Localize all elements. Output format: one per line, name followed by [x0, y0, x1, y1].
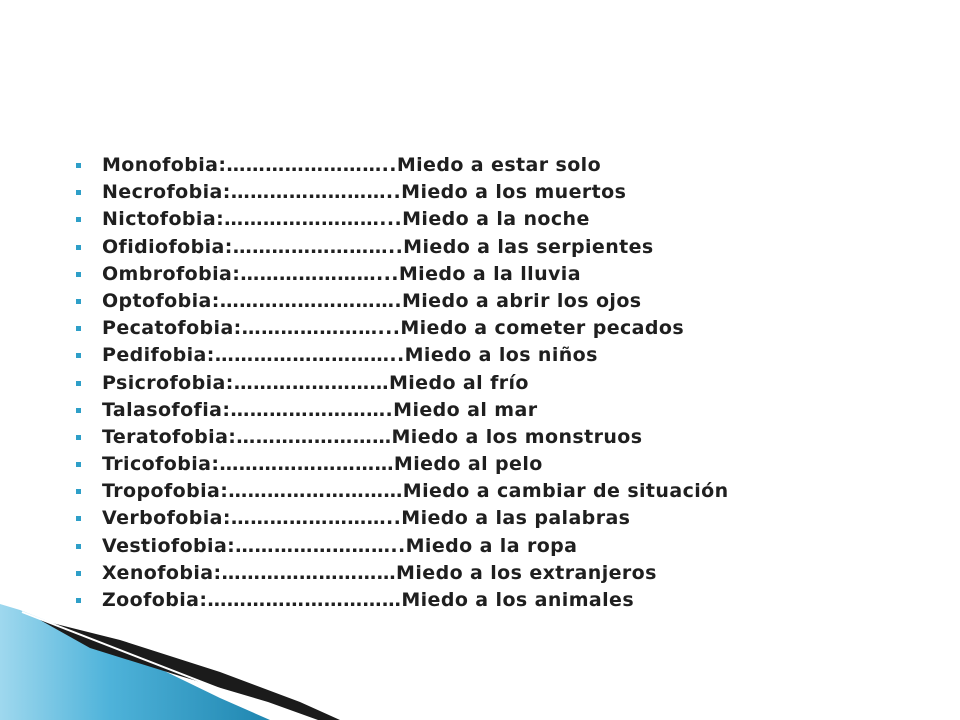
phobia-text: Tropofobia:………………………Miedo a cambiar de situación: [102, 480, 729, 503]
square-bullet-icon: [76, 516, 81, 521]
list-item: [76, 152, 729, 179]
phobia-text: Pedifobia:………………………..Miedo a los niños: [102, 344, 598, 367]
phobia-text: Psicrofobia:……………………Miedo al frío: [102, 371, 529, 394]
phobia-text: Nictofobia:……………………...Miedo a la noche: [102, 208, 590, 231]
phobia-text: Monofobia:……………………..Miedo a estar solo: [102, 154, 602, 176]
square-bullet-icon: [76, 217, 81, 222]
list-item: [76, 397, 729, 424]
phobia-text: Verbofobia:……………………..Miedo a las palabras: [102, 507, 631, 530]
list-item: [76, 424, 729, 451]
phobia-text: Talasofofia:…………………….Miedo al mar: [102, 398, 538, 421]
list-item: [76, 451, 729, 478]
phobia-text: Xenofobia:………………………Miedo a los extranjeros: [102, 561, 657, 584]
phobia-text: Tricofobia:………………………Miedo al pelo: [102, 453, 543, 476]
square-bullet-icon: [76, 245, 81, 250]
phobia-text: Teratofobia:……………………Miedo a los monstruos: [102, 425, 643, 448]
square-bullet-icon: [76, 326, 81, 331]
list-item: [76, 234, 729, 261]
phobia-text: Vestiofobia:……………………..Miedo a la ropa: [102, 534, 578, 557]
square-bullet-icon: [76, 489, 81, 494]
square-bullet-icon: [76, 353, 81, 358]
phobia-list: [76, 152, 729, 614]
list-item: [76, 533, 729, 560]
phobia-text: Pecatofobia:…………………...Miedo a cometer pecados: [102, 317, 685, 340]
phobia-text: Ombrofobia:…………………...Miedo a la lluvia: [102, 262, 581, 285]
square-bullet-icon: [76, 272, 81, 277]
square-bullet-icon: [76, 381, 81, 386]
list-item: [76, 206, 729, 233]
phobia-text: Zoofobia:…………………………Miedo a los animales: [102, 589, 635, 611]
square-bullet-icon: [76, 435, 81, 440]
list-item: [76, 342, 729, 369]
phobia-text: Ofidiofobia:……………………..Miedo a las serpientes: [102, 235, 654, 258]
list-item: [76, 587, 729, 614]
list-item: [76, 261, 729, 288]
list-item: [76, 370, 729, 397]
phobia-text: Optofobia:……………………….Miedo a abrir los ojos: [102, 289, 642, 312]
phobia-text: Necrofobia:……………………..Miedo a los muertos: [102, 181, 627, 204]
list-item: [76, 478, 729, 505]
list-item: [76, 505, 729, 532]
square-bullet-icon: [76, 408, 81, 413]
square-bullet-icon: [76, 190, 81, 195]
square-bullet-icon: [76, 163, 81, 168]
square-bullet-icon: [76, 544, 81, 549]
list-item: [76, 288, 729, 315]
square-bullet-icon: [76, 299, 81, 304]
square-bullet-icon: [76, 462, 81, 467]
list-item: [76, 560, 729, 587]
list-item: [76, 315, 729, 342]
square-bullet-icon: [76, 598, 81, 603]
square-bullet-icon: [76, 571, 81, 576]
list-item: [76, 179, 729, 206]
